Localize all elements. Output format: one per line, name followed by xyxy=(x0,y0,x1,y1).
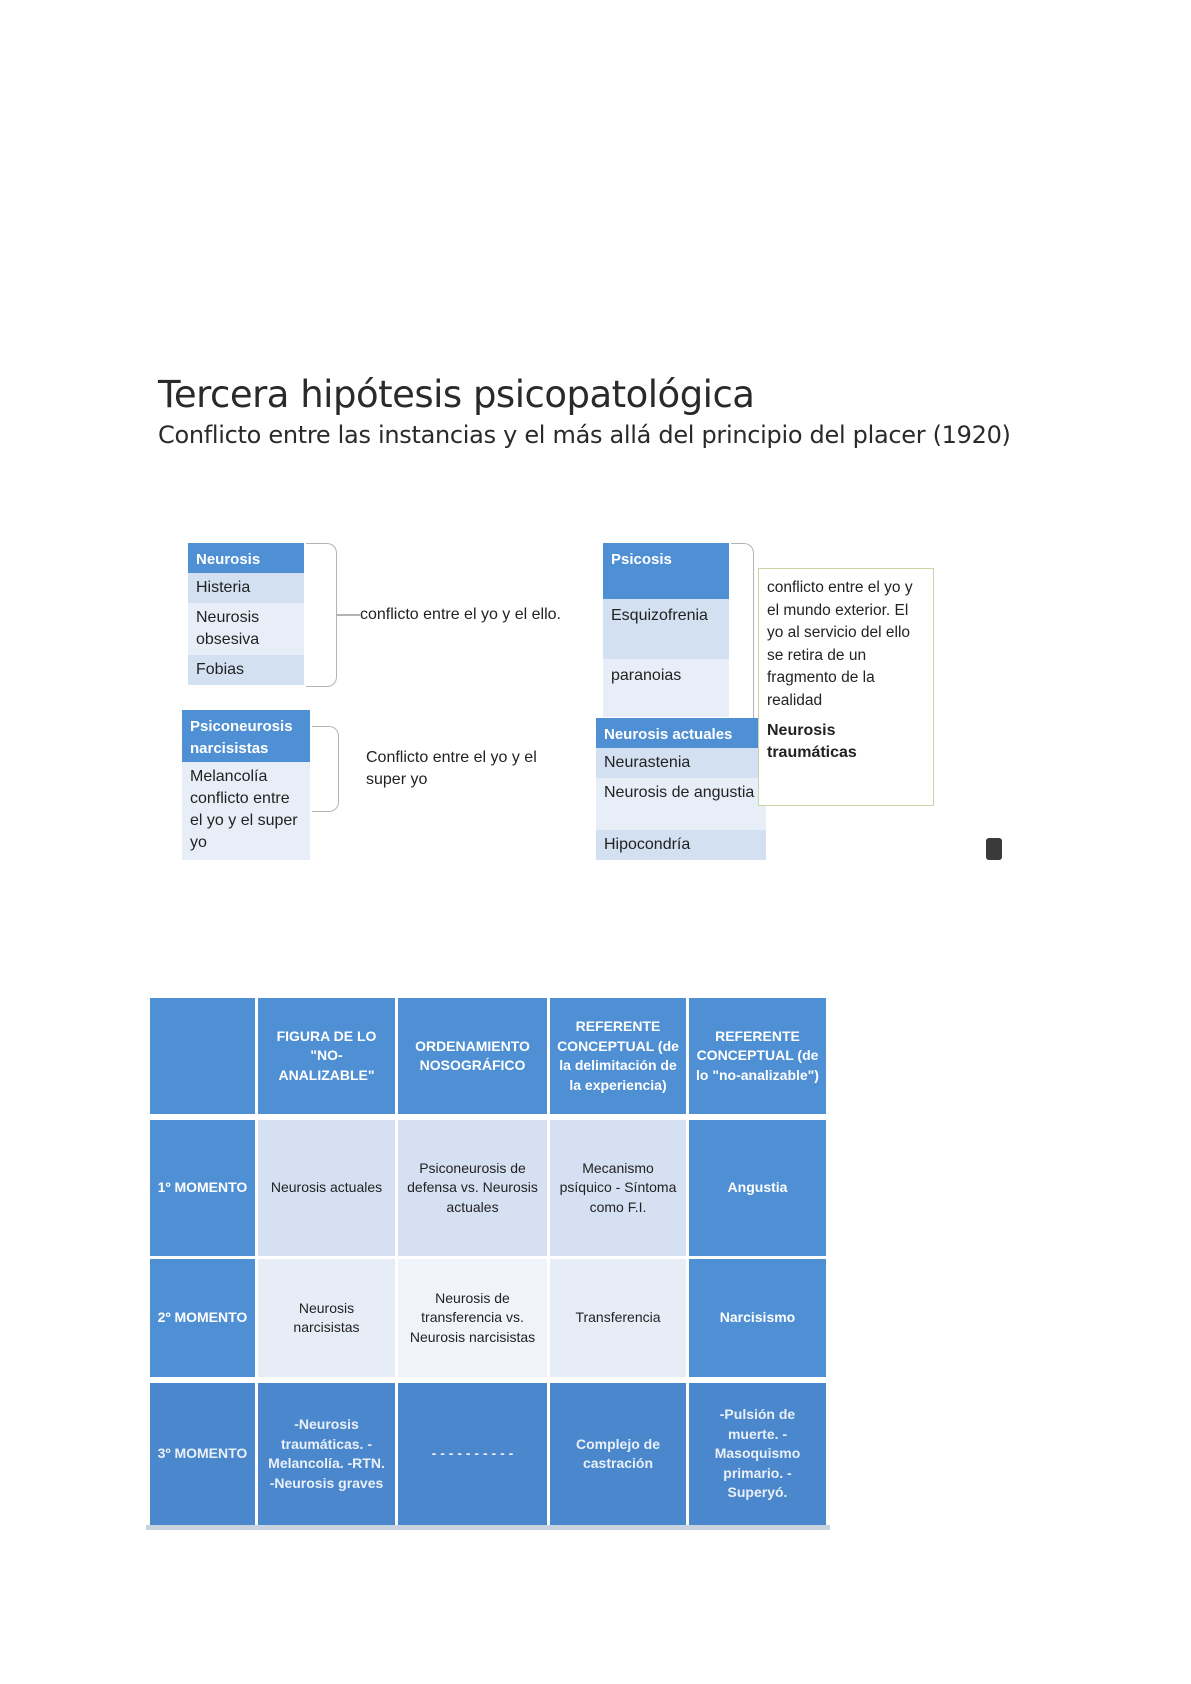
psiconeurosis-brace xyxy=(312,726,339,812)
momentos-table xyxy=(150,998,826,1530)
neurosis-actuales-header: Neurosis actuales xyxy=(596,718,766,748)
psiconeurosis-item-melancolia: Melancolía conflicto entre el yo y el super yo xyxy=(182,762,310,860)
psicosis-brace xyxy=(731,543,754,807)
page-subtitle: Conflicto entre las instancias y el más allá del principio del placer (1920) xyxy=(158,421,1011,449)
table-bottom-edge xyxy=(146,1525,830,1530)
table-header-corner xyxy=(150,998,255,1114)
table-row-1-referente-experiencia: Mecanismo psíquico - Síntoma como F.I. xyxy=(550,1120,686,1256)
table-header-referente-experiencia: REFERENTE CONCEPTUAL (de la delimitación de la experiencia) xyxy=(550,998,686,1114)
table-header-figura: FIGURA DE LO "NO-ANALIZABLE" xyxy=(258,998,395,1114)
table-row-3-referente-experiencia: Complejo de castración xyxy=(550,1383,686,1525)
psicosis-note-bold: Neurosis traumáticas xyxy=(767,722,857,761)
page-title: Tercera hipótesis psicopatológica xyxy=(158,373,755,416)
neurosis-brace xyxy=(306,543,337,687)
psicosis-item-paranoias: paranoias xyxy=(603,659,729,717)
psicosis-note-text: conflicto entre el yo y el mundo exterior. El yo al servicio del ello se retira de un fragmento de la realidad xyxy=(767,579,913,709)
table-row-1-referente-no-analizable: Angustia xyxy=(689,1120,826,1256)
table-row-2-label: 2º MOMENTO xyxy=(150,1259,255,1377)
neurosis-actuales-item-hipocondria: Hipocondría xyxy=(596,830,766,860)
slide-corner-icon xyxy=(986,838,1002,860)
table-row-3-ordenamiento: - - - - - - - - - - xyxy=(398,1383,547,1525)
table-header-ordenamiento: ORDENAMIENTO NOSOGRÁFICO xyxy=(398,998,547,1114)
table-header-referente-no-analizable: REFERENTE CONCEPTUAL (de lo "no-analizable") xyxy=(689,998,826,1114)
table-row-2-ordenamiento: Neurosis de transferencia vs. Neurosis narcisistas xyxy=(398,1259,547,1377)
table-row-3-label: 3º MOMENTO xyxy=(150,1383,255,1525)
neurosis-header: Neurosis xyxy=(188,543,304,573)
neurosis-item-histeria: Histeria xyxy=(188,573,304,603)
table-row-3-referente-no-analizable: -Pulsión de muerte. -Masoquismo primario. -Superyó. xyxy=(689,1383,826,1525)
table-row-3-figura: -Neurosis traumáticas. -Melancolía. -RTN. -Neurosis graves xyxy=(258,1383,395,1525)
table-row-1-ordenamiento: Psiconeurosis de defensa vs. Neurosis actuales xyxy=(398,1120,547,1256)
neurosis-connector xyxy=(336,614,360,616)
table-row-2-figura: Neurosis narcisistas xyxy=(258,1259,395,1377)
table-row-2-referente-experiencia: Transferencia xyxy=(550,1259,686,1377)
table-row-1-label: 1º MOMENTO xyxy=(150,1120,255,1256)
neurosis-item-obsesiva: Neurosis obsesiva xyxy=(188,603,304,655)
psiconeurosis-header: Psiconeurosis narcisistas xyxy=(182,710,310,762)
neurosis-actuales-item-neurastenia: Neurastenia xyxy=(596,748,766,778)
psicosis-item-esquizofrenia: Esquizofrenia xyxy=(603,599,729,659)
psiconeurosis-conflict-label: Conflicto entre el yo y el super yo xyxy=(366,749,537,788)
table-row-1-figura: Neurosis actuales xyxy=(258,1120,395,1256)
neurosis-item-fobias: Fobias xyxy=(188,655,304,685)
neurosis-actuales-item-angustia: Neurosis de angustia xyxy=(596,778,766,830)
psicosis-header: Psicosis xyxy=(603,543,729,599)
table-row-2-referente-no-analizable: Narcisismo xyxy=(689,1259,826,1377)
psicosis-note-box xyxy=(758,568,934,806)
neurosis-conflict-label: conflicto entre el yo y el ello. xyxy=(360,606,561,623)
